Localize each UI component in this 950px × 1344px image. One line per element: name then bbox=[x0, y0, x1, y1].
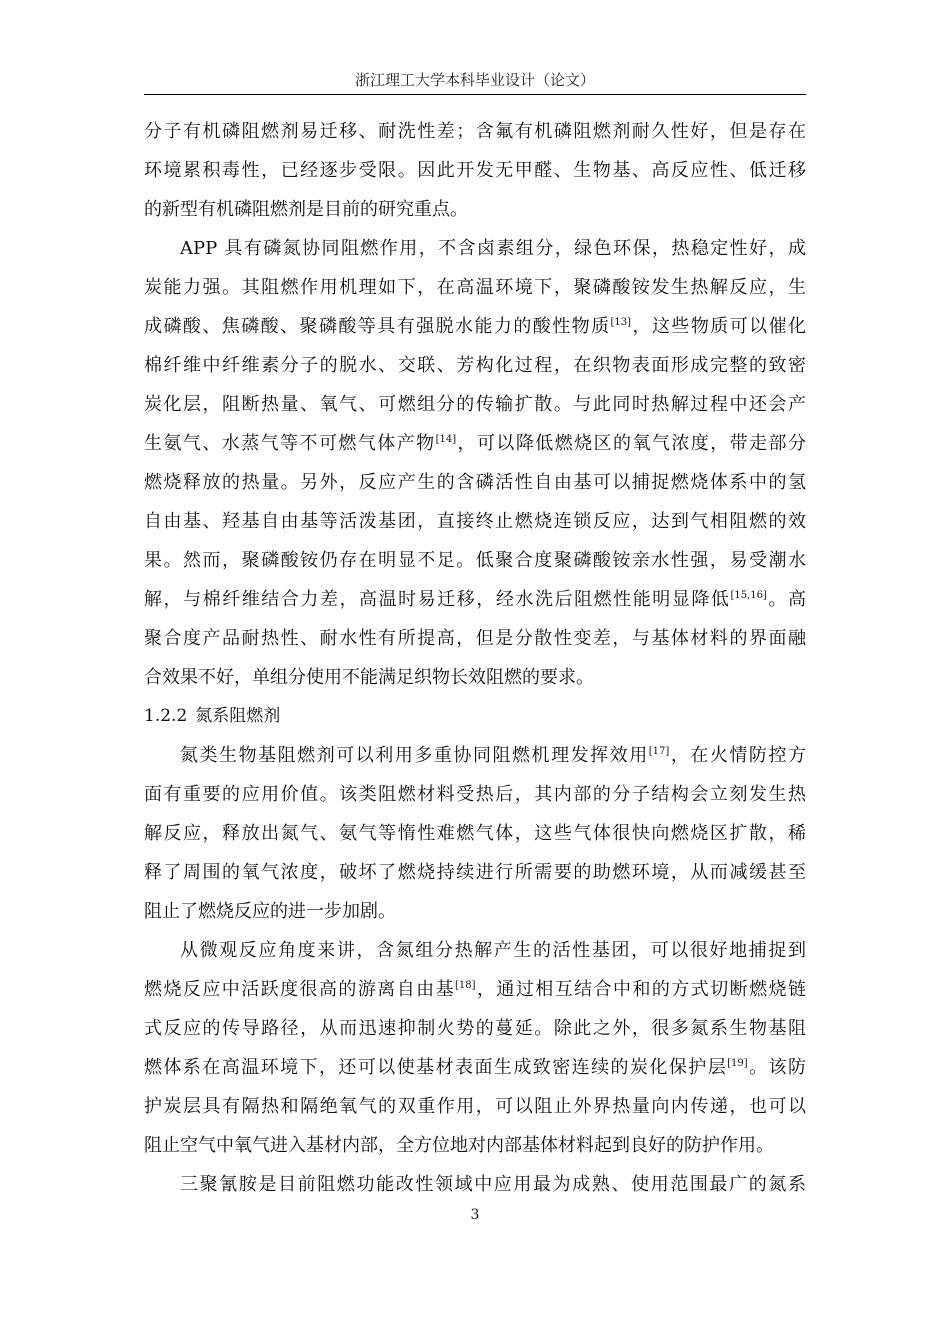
text-line: 释了周围的氧气浓度，破坏了燃烧持续进行所需要的助燃环境，从而减缓甚至 bbox=[144, 862, 806, 883]
section-number: 1.2.2 bbox=[144, 706, 188, 726]
page-number: 3 bbox=[470, 1207, 480, 1223]
citation: [15,16] bbox=[730, 590, 767, 601]
paragraph bbox=[144, 736, 806, 931]
page-body bbox=[144, 112, 806, 1204]
text-line: 燃烧释放的热量。另外，反应产生的含磷活性自由基可以捕捉燃烧体系中的氢 bbox=[144, 472, 806, 493]
text-line: 阻止了燃烧反应的进一步加剧。 bbox=[144, 901, 396, 922]
text-line: 炭化层，阻断热量、氧气、可燃组分的传输扩散。与此同时热解过程中还会产 bbox=[144, 394, 806, 415]
section-title: 氮系阻燃剂 bbox=[195, 706, 281, 726]
text-line: 解反应，释放出氮气、氨气等惰性难燃气体，这些气体很快向燃烧区扩散，稀 bbox=[144, 823, 806, 844]
paragraph bbox=[144, 931, 806, 1165]
text-line: 解，与棉纤维结合力差，高温时易迁移，经水洗后阻燃性能明显降低[15,16]。高 bbox=[144, 589, 807, 610]
paragraph bbox=[144, 229, 806, 697]
header-rule bbox=[144, 94, 806, 95]
text-line: 面有重要的应用价值。该类阻燃材料受热后，其内部的分子结构会立刻发生热 bbox=[144, 784, 806, 805]
text-line: 式反应的传导路径，从而迅速抑制火势的蔓延。除此之外，很多氮系生物基阻 bbox=[144, 1018, 806, 1039]
citation: [13] bbox=[610, 317, 632, 328]
text-line: 从微观反应角度来讲，含氮组分热解产生的活性基团，可以很好地捕捉到 bbox=[180, 940, 806, 961]
citation: [14] bbox=[435, 434, 457, 445]
text-line: 燃烧反应中活跃度很高的游离自由基[18]，通过相互结合中和的方式切断燃烧链 bbox=[144, 979, 806, 1000]
text-line: 分子有机磷阻燃剂易迁移、耐洗性差；含氟有机磷阻燃剂耐久性好，但是存在 bbox=[144, 121, 806, 142]
body-text-after-section bbox=[144, 736, 806, 1204]
text-line: APP 具有磷氮协同阻燃作用，不含卤素组分，绿色环保，热稳定性好，成 bbox=[180, 238, 806, 259]
body-text-before-section bbox=[144, 112, 806, 697]
text-line: 护炭层具有隔热和隔绝氧气的双重作用，可以阻止外界热量向内传递，也可以 bbox=[144, 1096, 806, 1117]
text-line: 果。然而，聚磷酸铵仍存在明显不足。低聚合度聚磷酸铵亲水性强，易受潮水 bbox=[144, 550, 806, 571]
text-line: 合效果不好，单组分使用不能满足织物长效阻燃的要求。 bbox=[144, 667, 594, 688]
section-heading bbox=[144, 697, 806, 736]
text-line: 三聚氰胺是目前阻燃功能改性领域中应用最为成熟、使用范围最广的氮系 bbox=[180, 1174, 806, 1195]
text-line: 生氨气、水蒸气等不可燃气体产物[14]，可以降低燃烧区的氧气浓度，带走部分 bbox=[144, 433, 806, 454]
text-line: 棉纤维中纤维素分子的脱水、交联、芳构化过程，在织物表面形成完整的致密 bbox=[144, 355, 806, 376]
citation: [19] bbox=[727, 1058, 748, 1069]
paragraph bbox=[144, 112, 806, 229]
text-line: 炭能力强。其阻燃作用机理如下，在高温环境下，聚磷酸铵发生热解反应，生 bbox=[144, 277, 806, 298]
citation: [17] bbox=[648, 746, 670, 757]
text-line: 氮类生物基阻燃剂可以利用多重协同阻燃机理发挥效用[17]，在火情防控方 bbox=[180, 745, 806, 766]
paragraph bbox=[144, 1165, 806, 1204]
text-line: 自由基、羟基自由基等活泼基团，直接终止燃烧连锁反应，达到气相阻燃的效 bbox=[144, 511, 806, 532]
text-line: 聚合度产品耐热性、耐水性有所提高，但是分散性变差，与基体材料的界面融 bbox=[144, 628, 806, 649]
text-line: 阻止空气中氧气进入基材内部，全方位地对内部基体材料起到良好的防护作用。 bbox=[144, 1135, 774, 1156]
text-line: 环境累积毒性，已经逐步受限。因此开发无甲醛、生物基、高反应性、低迁移 bbox=[144, 160, 806, 181]
citation: [18] bbox=[455, 980, 476, 991]
text-line: 成磷酸、焦磷酸、聚磷酸等具有强脱水能力的酸性物质[13]，这些物质可以催化 bbox=[144, 316, 807, 337]
text-line: 燃体系在高温环境下，还可以使基材表面生成致密连续的炭化保护层[19]。该防 bbox=[144, 1057, 807, 1078]
text-line: 的新型有机磷阻燃剂是目前的研究重点。 bbox=[144, 199, 468, 220]
running-header: 浙江理工大学本科毕业设计（论文） bbox=[354, 71, 595, 89]
